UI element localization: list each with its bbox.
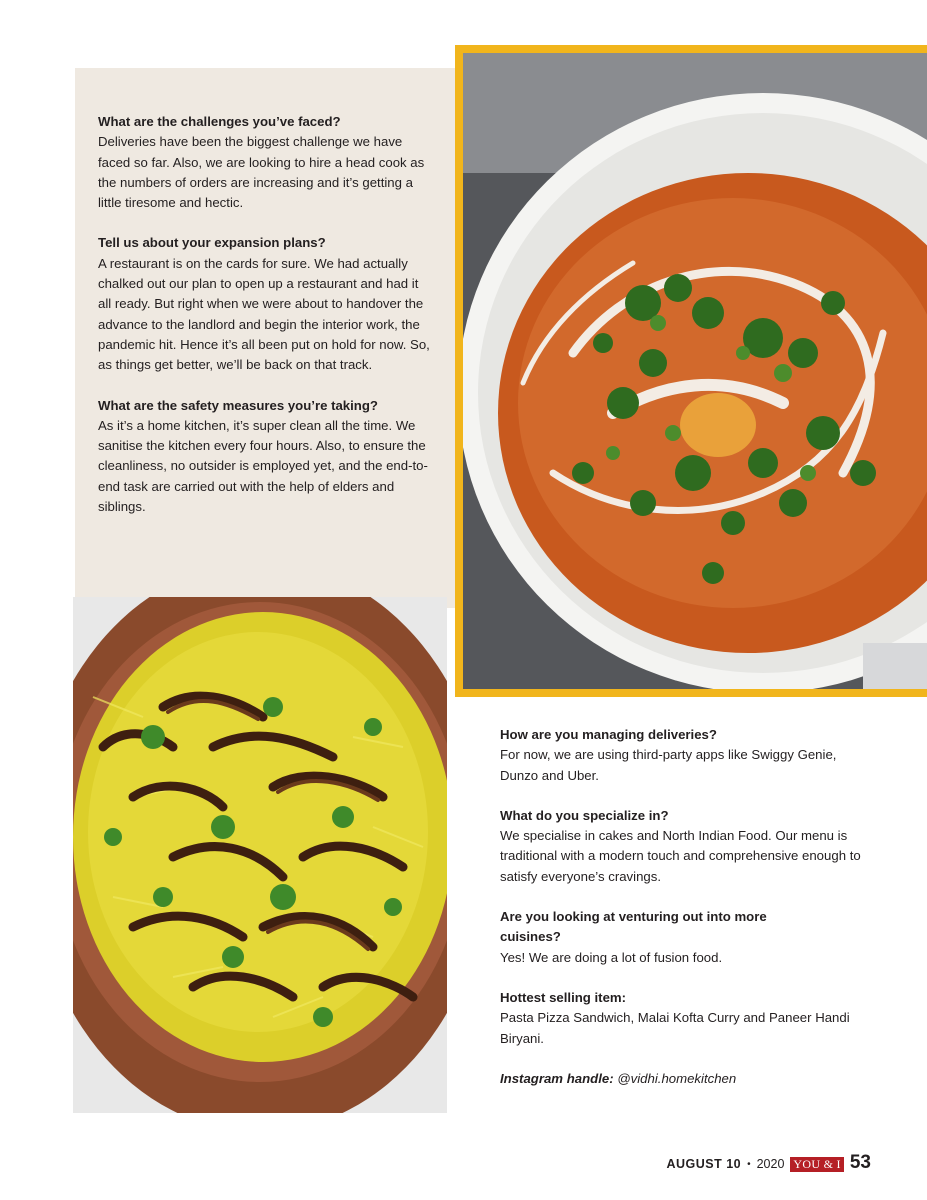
qa-block [500, 907, 870, 968]
left-column [98, 112, 433, 537]
question: Are you looking at venturing out into more cuisines? [500, 909, 767, 945]
biryani-photo [73, 597, 447, 1113]
curry-illustration [463, 53, 927, 689]
question: What are the safety measures you’re taking? [98, 397, 378, 413]
magazine-logo: YOU & I [790, 1157, 843, 1172]
instagram-handle: @vidhi.homekitchen [617, 1070, 737, 1086]
separator-dot: • [747, 1159, 751, 1170]
question: What do you specialize in? [500, 807, 669, 823]
answer: Deliveries have been the biggest challenge we have faced so far. Also, we are looking to hire a head cook as the numbers of orders are increasing and it’s getting a little tiresome and hectic. [98, 134, 425, 211]
question: Tell us about your expansion plans? [98, 235, 326, 251]
question: Hottest selling item: [500, 989, 627, 1005]
question: How are you managing deliveries? [500, 727, 717, 742]
qa-block [500, 806, 870, 887]
answer: We specialise in cakes and North Indian Food. Our menu is traditional with a modern touch and comprehensive enough to satisfy everyone’s cravings. [500, 828, 861, 884]
qa-block [98, 112, 433, 213]
qa-block [500, 988, 870, 1049]
biryani-illustration [73, 597, 447, 1113]
page-number: 53 [849, 1152, 871, 1173]
qa-block [500, 725, 870, 786]
answer: As it’s a home kitchen, it’s super clean all the time. We sanitise the kitchen every four hours. Also, to ensure the cleanliness, no outsider is employed yet, and the end-to-end task are carried out with the help of elders and siblings. [98, 417, 428, 515]
issue-date: AUGUST 10 [666, 1157, 742, 1171]
answer: For now, we are using third-party apps like Swiggy Genie, Dunzo and Uber. [500, 747, 837, 783]
page-footer [666, 1152, 871, 1182]
question: What are the challenges you’ve faced? [98, 114, 341, 129]
right-column [500, 725, 870, 1089]
answer: A restaurant is on the cards for sure. We had actually chalked out our plan to open up a restaurant and had it all ready. But right when we were about to handover the advance to the landlord and begin the interior work, the pandemic hit. Hence it’s all been put on hold for now. So, as things get better, we’ll be back on that track. [98, 255, 430, 373]
curry-photo [463, 53, 927, 689]
qa-block [98, 233, 433, 375]
qa-block [98, 396, 433, 518]
answer: Pasta Pizza Sandwich, Malai Kofta Curry and Paneer Handi Biryani. [500, 1010, 850, 1046]
issue-year: 2020 [756, 1157, 785, 1171]
instagram-label: Instagram handle: [500, 1070, 614, 1086]
instagram-line [500, 1069, 870, 1089]
answer: Yes! We are doing a lot of fusion food. [500, 949, 723, 965]
